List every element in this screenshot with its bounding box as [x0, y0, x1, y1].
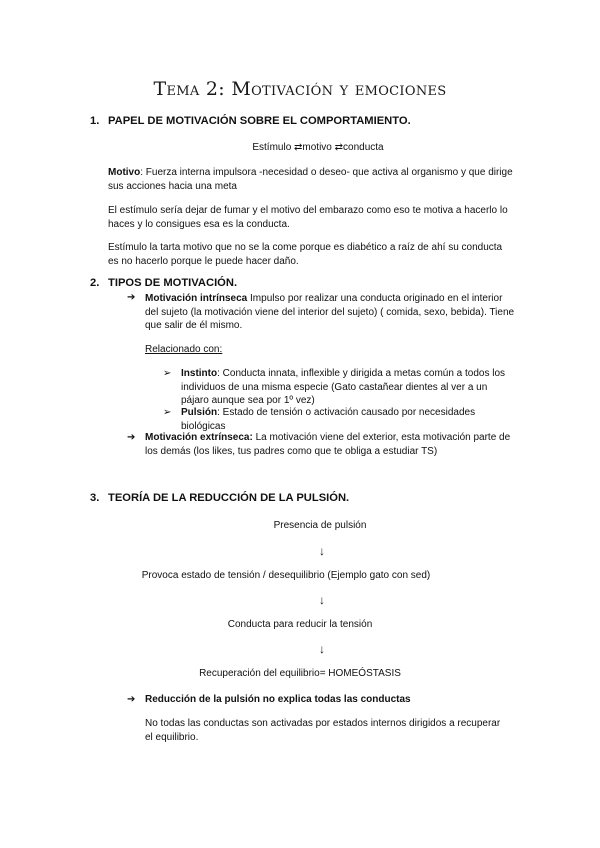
- arrow-bullet-icon: ➔: [127, 432, 136, 443]
- intrinsic-motivation: [145, 292, 515, 333]
- instinto-definition: [181, 367, 516, 408]
- example-2: Estímulo la tarta motivo que no se la come porque es diabético a raíz de ahí su conducta es no hacerlo porque le puede hacer daño.: [108, 242, 503, 267]
- arrow-bullet-icon: ➔: [127, 694, 136, 705]
- flow-step-1: Presencia de pulsión: [273, 520, 367, 531]
- section-2-heading: [90, 277, 237, 289]
- section-3-title: TEORÍA DE LA REDUCCIÓN DE LA PULSIÓN.: [108, 492, 350, 504]
- pulsion-definition: [181, 406, 516, 433]
- tri-bullet-icon: ➢: [163, 368, 172, 379]
- page-title: Tema 2: Motivación y emociones: [153, 78, 447, 100]
- section-1-heading: [90, 115, 411, 127]
- section-3-heading: [90, 492, 349, 504]
- flow-step-2: Provoca estado de tensión / desequilibrio (Ejemplo gato con sed): [141, 570, 431, 581]
- section-2-number: 2.: [90, 277, 100, 289]
- note-heading: Reducción de la pulsión no explica todas las conductas: [145, 694, 411, 705]
- down-arrow-icon: ↓: [319, 544, 325, 558]
- instinto-text: : Conducta innata, inflexible y dirigida a metas común a todos los individuos de una misma especie (Gato castañear dientes al ver a un pájaro aunque sea por 1º vez): [181, 368, 506, 406]
- flow-step-4: Recuperación del equilibrio= HOMEÓSTASIS: [199, 668, 401, 679]
- extrinsic-text: La motivación viene del exterior, esta motivación parte de los demás (los likes, tus padres como que te obliga a estudiar TS): [145, 432, 511, 457]
- section-1-title: PAPEL DE MOTIVACIÓN SOBRE EL COMPORTAMIENTO.: [108, 115, 411, 127]
- section-1-number: 1.: [90, 115, 100, 127]
- down-arrow-icon: ↓: [319, 642, 325, 656]
- note-text: No todas las conductas son activadas por estados internos dirigidos a recuperar el equilibrio.: [145, 718, 501, 743]
- extrinsic-motivation: [145, 431, 515, 458]
- motivation-formula: Estímulo ⇄motivo ⇄conducta: [252, 142, 384, 153]
- tri-bullet-icon: ➢: [163, 407, 172, 418]
- example-1: El estímulo sería dejar de fumar y el motivo del embarazo como eso te motiva a hacerlo lo haces y lo consigues esa es la conducta.: [108, 205, 508, 230]
- section-2-title: TIPOS DE MOTIVACIÓN.: [108, 277, 238, 289]
- down-arrow-icon: ↓: [319, 593, 325, 607]
- instinto-term: Instinto: [181, 368, 218, 379]
- motivo-definition: [108, 166, 528, 193]
- extrinsic-term: Motivación extrínseca:: [145, 432, 253, 443]
- intrinsic-text: Impulso por realizar una conducta originado en el interior del sujeto (la motivación viene del interior del sujeto) ( comida, sexo, bebida). Tiene que salir de él mismo.: [145, 293, 515, 331]
- intrinsic-term: Motivación intrínseca: [145, 293, 248, 304]
- related-label: Relacionado con:: [145, 344, 223, 355]
- flow-step-3: Conducta para reducir la tensión: [227, 619, 373, 630]
- motivo-text: : Fuerza interna impulsora -necesidad o deseo- que activa al organismo y que dirige sus acciones hacia una meta: [108, 167, 513, 192]
- pulsion-text: : Estado de tensión o activación causado por necesidades biológicas: [181, 407, 476, 432]
- pulsion-term: Pulsión: [181, 407, 218, 418]
- arrow-bullet-icon: ➔: [127, 292, 136, 303]
- section-3-number: 3.: [90, 492, 100, 504]
- motivo-term: Motivo: [108, 167, 141, 178]
